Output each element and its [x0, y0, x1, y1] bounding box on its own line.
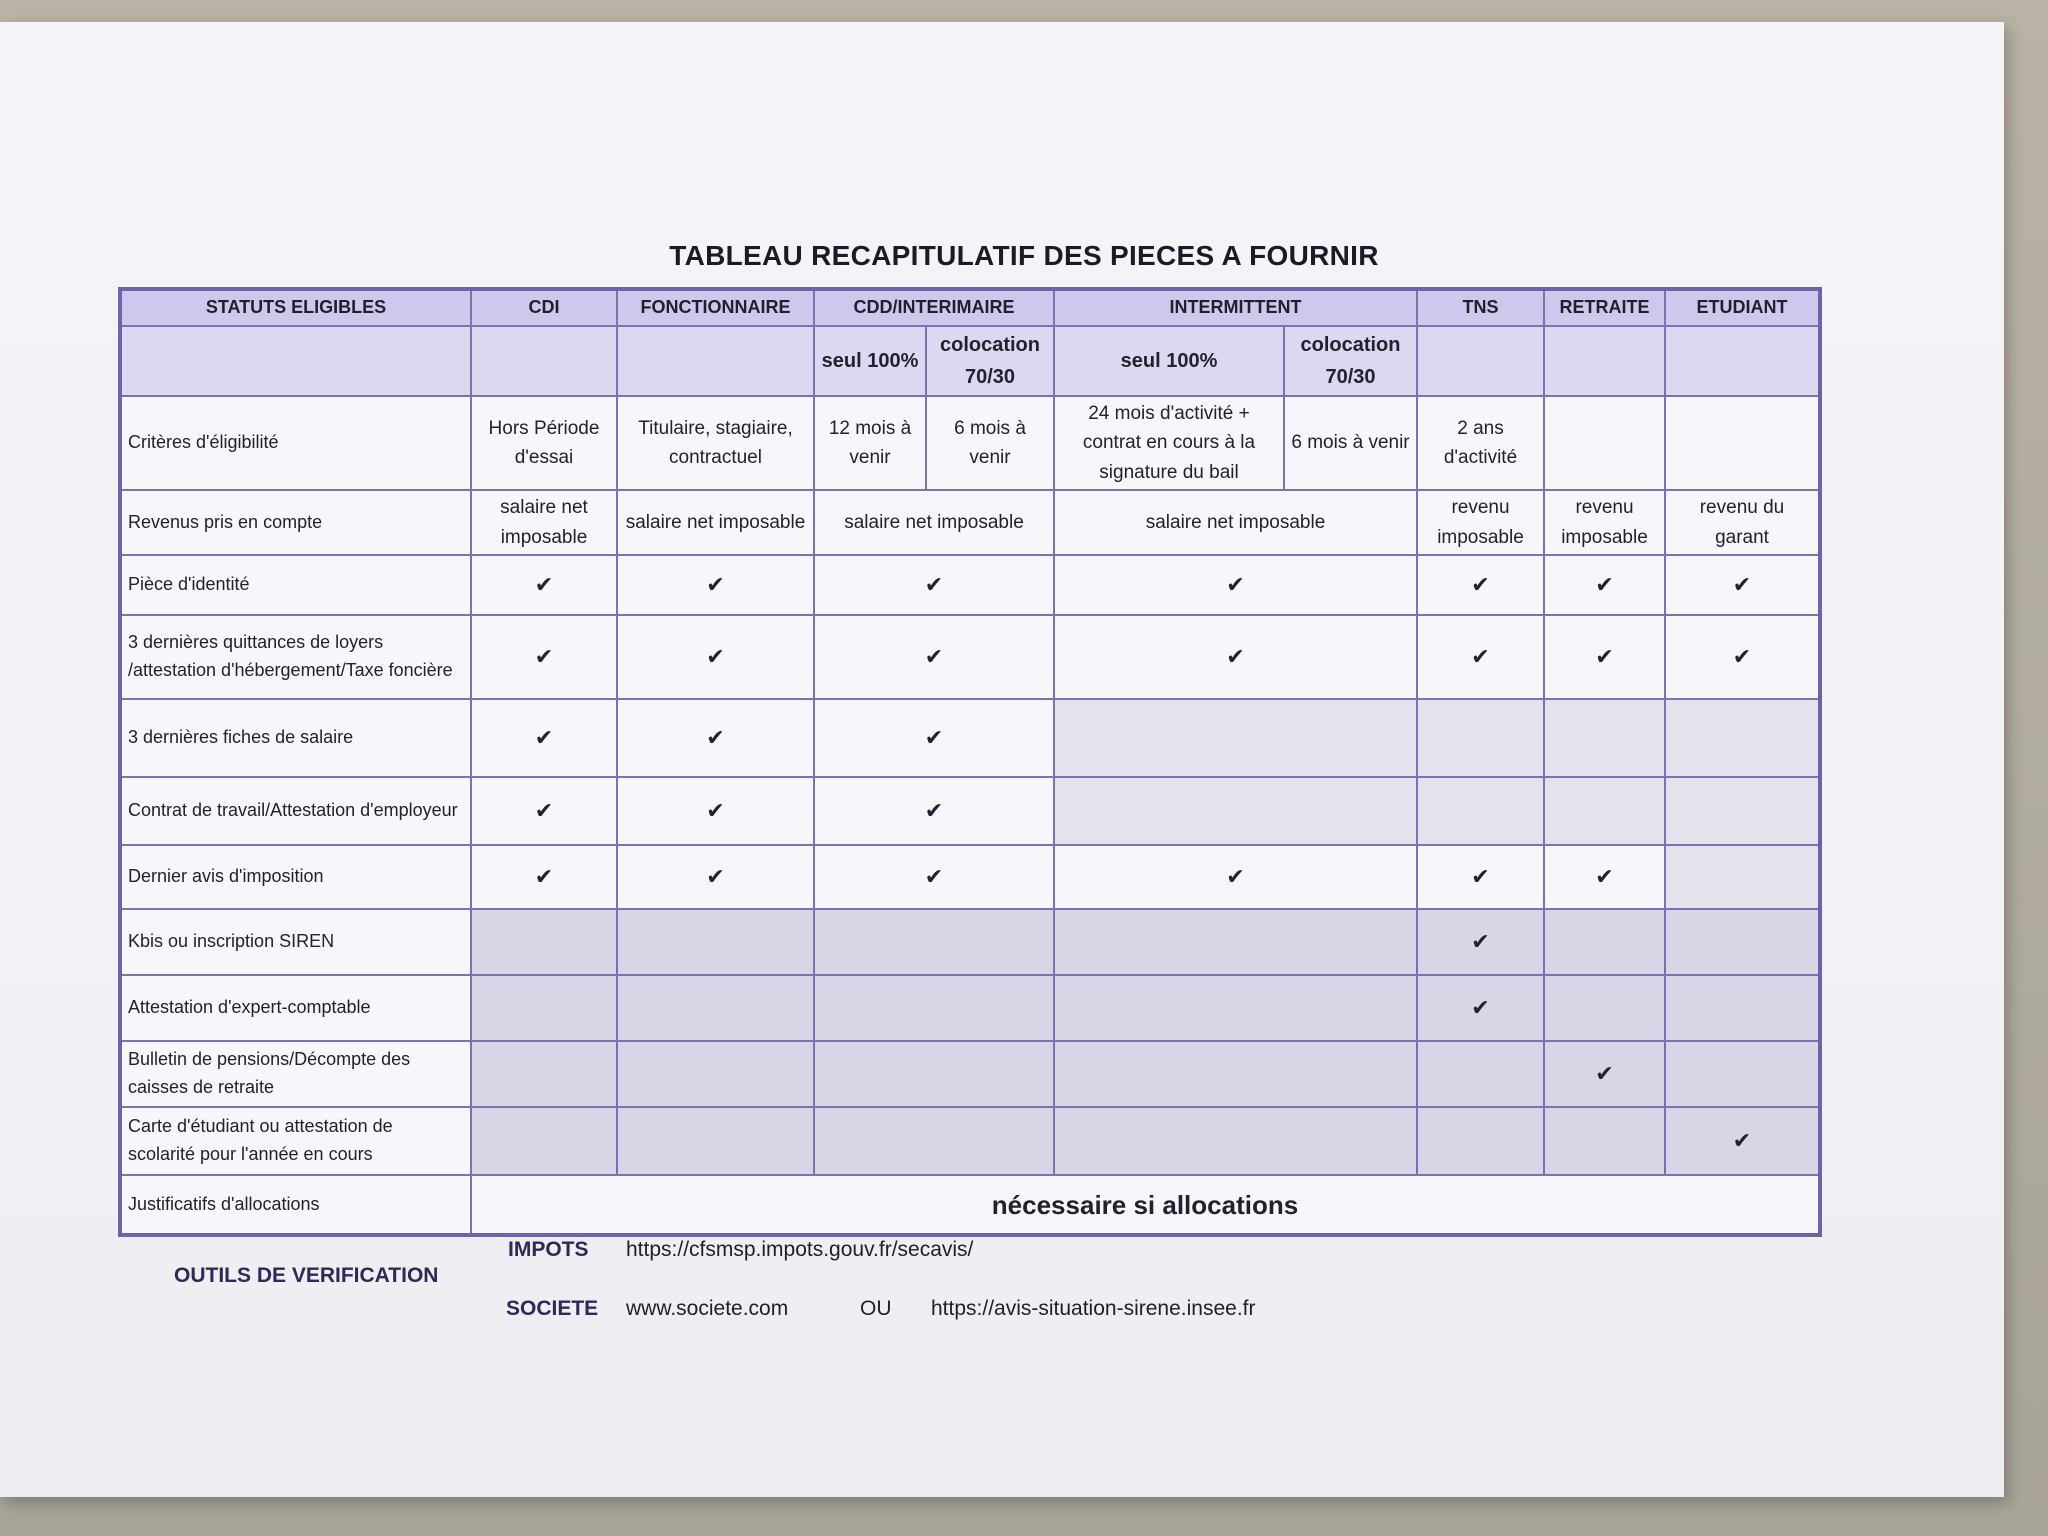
cell-revenus-retraite: revenu imposable	[1544, 490, 1665, 555]
check-icon: ✔	[1544, 845, 1665, 909]
cell-criteres-int-seul: 24 mois d'activité + contrat en cours à la signature du bail	[1054, 396, 1284, 490]
check-icon: ✔	[471, 615, 617, 699]
row-label: Dernier avis d'imposition	[120, 845, 471, 909]
empty-cell	[814, 975, 1054, 1041]
subheader-int-seul: seul 100%	[1054, 326, 1284, 396]
check-icon: ✔	[1417, 615, 1544, 699]
empty-cell	[1544, 777, 1665, 845]
header-cdi: CDI	[471, 289, 617, 326]
check-icon: ✔	[1665, 615, 1820, 699]
row-pensions	[120, 1041, 1820, 1107]
check-icon: ✔	[1544, 555, 1665, 615]
check-icon: ✔	[617, 845, 814, 909]
cell-revenus-cdd: salaire net imposable	[814, 490, 1054, 555]
empty-cell	[1417, 777, 1544, 845]
empty-cell	[1054, 699, 1417, 777]
header-tns: TNS	[1417, 289, 1544, 326]
check-icon: ✔	[1544, 1041, 1665, 1107]
empty-cell	[1054, 1041, 1417, 1107]
header-statuts: STATUTS ELIGIBLES	[120, 289, 471, 326]
empty-cell	[1544, 909, 1665, 975]
empty-cell	[471, 909, 617, 975]
row-label: Bulletin de pensions/Décompte des caisses de retraite	[120, 1041, 471, 1107]
cell-criteres-int-colocation: 6 mois à venir	[1284, 396, 1417, 490]
row-label: Contrat de travail/Attestation d'employeur	[120, 777, 471, 845]
subheader-cdd-seul: seul 100%	[814, 326, 926, 396]
row-label: 3 dernières quittances de loyers /attestation d'hébergement/Taxe foncière	[120, 615, 471, 699]
header-cdd: CDD/INTERIMAIRE	[814, 289, 1054, 326]
empty-cell	[1665, 975, 1820, 1041]
row-avis	[120, 845, 1820, 909]
subheader-row	[120, 326, 1820, 396]
empty-cell	[1054, 1107, 1417, 1175]
empty-cell	[1665, 909, 1820, 975]
header-retraite: RETRAITE	[1544, 289, 1665, 326]
check-icon: ✔	[617, 699, 814, 777]
cell-criteres-tns: 2 ans d'activité	[1417, 396, 1544, 490]
check-icon: ✔	[1417, 975, 1544, 1041]
row-identite	[120, 555, 1820, 615]
row-contrat	[120, 777, 1820, 845]
check-icon: ✔	[814, 555, 1054, 615]
row-label: Attestation d'expert-comptable	[120, 975, 471, 1041]
empty-cell	[617, 975, 814, 1041]
empty-cell	[471, 975, 617, 1041]
row-label: Revenus pris en compte	[120, 490, 471, 555]
check-icon: ✔	[814, 845, 1054, 909]
empty-cell	[814, 909, 1054, 975]
row-label: Justificatifs d'allocations	[120, 1175, 471, 1235]
subheader-empty	[471, 326, 617, 396]
row-allocations	[120, 1175, 1820, 1235]
subheader-empty	[1417, 326, 1544, 396]
row-fiches	[120, 699, 1820, 777]
cell-revenus-etudiant: revenu du garant	[1665, 490, 1820, 555]
empty-cell	[1544, 975, 1665, 1041]
empty-cell	[617, 1041, 814, 1107]
check-icon: ✔	[617, 777, 814, 845]
check-icon: ✔	[471, 777, 617, 845]
check-icon: ✔	[1054, 555, 1417, 615]
subheader-int-colocation: colocation 70/30	[1284, 326, 1417, 396]
row-revenus	[120, 490, 1820, 555]
check-icon: ✔	[471, 699, 617, 777]
empty-cell	[814, 1107, 1054, 1175]
check-icon: ✔	[1054, 845, 1417, 909]
empty-cell	[1417, 699, 1544, 777]
check-icon: ✔	[814, 777, 1054, 845]
cell-revenus-tns: revenu imposable	[1417, 490, 1544, 555]
row-label: Carte d'étudiant ou attestation de scolarité pour l'année en cours	[120, 1107, 471, 1175]
subheader-empty	[120, 326, 471, 396]
row-label: 3 dernières fiches de salaire	[120, 699, 471, 777]
row-carte	[120, 1107, 1820, 1175]
check-icon: ✔	[1544, 615, 1665, 699]
cell-criteres-cdi: Hors Période d'essai	[471, 396, 617, 490]
header-etudiant: ETUDIANT	[1665, 289, 1820, 326]
empty-cell	[1544, 699, 1665, 777]
empty-cell	[1665, 777, 1820, 845]
impots-link[interactable]: https://cfsmsp.impots.gouv.fr/secavis/	[626, 1238, 974, 1261]
tools-title: OUTILS DE VERIFICATION	[174, 1264, 439, 1287]
empty-cell	[1417, 1107, 1544, 1175]
societe-link[interactable]: www.societe.com	[626, 1297, 789, 1320]
empty-cell	[1054, 975, 1417, 1041]
document-title: TABLEAU RECAPITULATIF DES PIECES A FOURNIR	[669, 240, 1379, 271]
cell-criteres-retraite	[1544, 396, 1665, 490]
empty-cell	[814, 1041, 1054, 1107]
row-label: Kbis ou inscription SIREN	[120, 909, 471, 975]
empty-cell	[1054, 777, 1417, 845]
check-icon: ✔	[471, 845, 617, 909]
check-icon: ✔	[617, 555, 814, 615]
check-icon: ✔	[471, 555, 617, 615]
row-label: Pièce d'identité	[120, 555, 471, 615]
empty-cell	[1054, 909, 1417, 975]
empty-cell	[1417, 1041, 1544, 1107]
empty-cell	[471, 1041, 617, 1107]
cell-criteres-fonctionnaire: Titulaire, stagiaire, contractuel	[617, 396, 814, 490]
cell-revenus-intermittent: salaire net imposable	[1054, 490, 1417, 555]
header-intermittent: INTERMITTENT	[1054, 289, 1417, 326]
row-label: Critères d'éligibilité	[120, 396, 471, 490]
societe-label: SOCIETE	[506, 1297, 599, 1320]
check-icon: ✔	[1417, 909, 1544, 975]
empty-cell	[617, 909, 814, 975]
empty-cell	[1665, 845, 1820, 909]
cell-revenus-cdi: salaire net imposable	[471, 490, 617, 555]
subheader-empty	[617, 326, 814, 396]
empty-cell	[471, 1107, 617, 1175]
check-icon: ✔	[814, 699, 1054, 777]
check-icon: ✔	[1665, 555, 1820, 615]
empty-cell	[1544, 1107, 1665, 1175]
empty-cell	[617, 1107, 814, 1175]
cell-criteres-etudiant	[1665, 396, 1820, 490]
header-fonctionnaire: FONCTIONNAIRE	[617, 289, 814, 326]
empty-cell	[1665, 699, 1820, 777]
cell-criteres-cdd-seul: 12 mois à venir	[814, 396, 926, 490]
row-quittances	[120, 615, 1820, 699]
insee-link[interactable]: https://avis-situation-sirene.insee.fr	[931, 1297, 1256, 1320]
check-icon: ✔	[814, 615, 1054, 699]
cell-allocations-value: nécessaire si allocations	[471, 1175, 1820, 1235]
check-icon: ✔	[1054, 615, 1417, 699]
empty-cell	[1665, 1041, 1820, 1107]
subheader-empty	[1544, 326, 1665, 396]
check-icon: ✔	[1417, 845, 1544, 909]
subheader-empty	[1665, 326, 1820, 396]
subheader-cdd-colocation: colocation 70/30	[926, 326, 1054, 396]
header-row	[120, 289, 1820, 326]
ou-text: OU	[860, 1297, 892, 1320]
tool-row-societe	[0, 1297, 2048, 1327]
check-icon: ✔	[617, 615, 814, 699]
row-criteres	[120, 396, 1820, 490]
row-expert	[120, 975, 1820, 1041]
check-icon: ✔	[1417, 555, 1544, 615]
summary-table	[118, 287, 1822, 1237]
cell-revenus-fonctionnaire: salaire net imposable	[617, 490, 814, 555]
impots-label: IMPOTS	[508, 1238, 589, 1261]
row-kbis	[120, 909, 1820, 975]
check-icon: ✔	[1665, 1107, 1820, 1175]
tool-row-impots	[0, 1238, 2048, 1268]
cell-criteres-cdd-colocation: 6 mois à venir	[926, 396, 1054, 490]
